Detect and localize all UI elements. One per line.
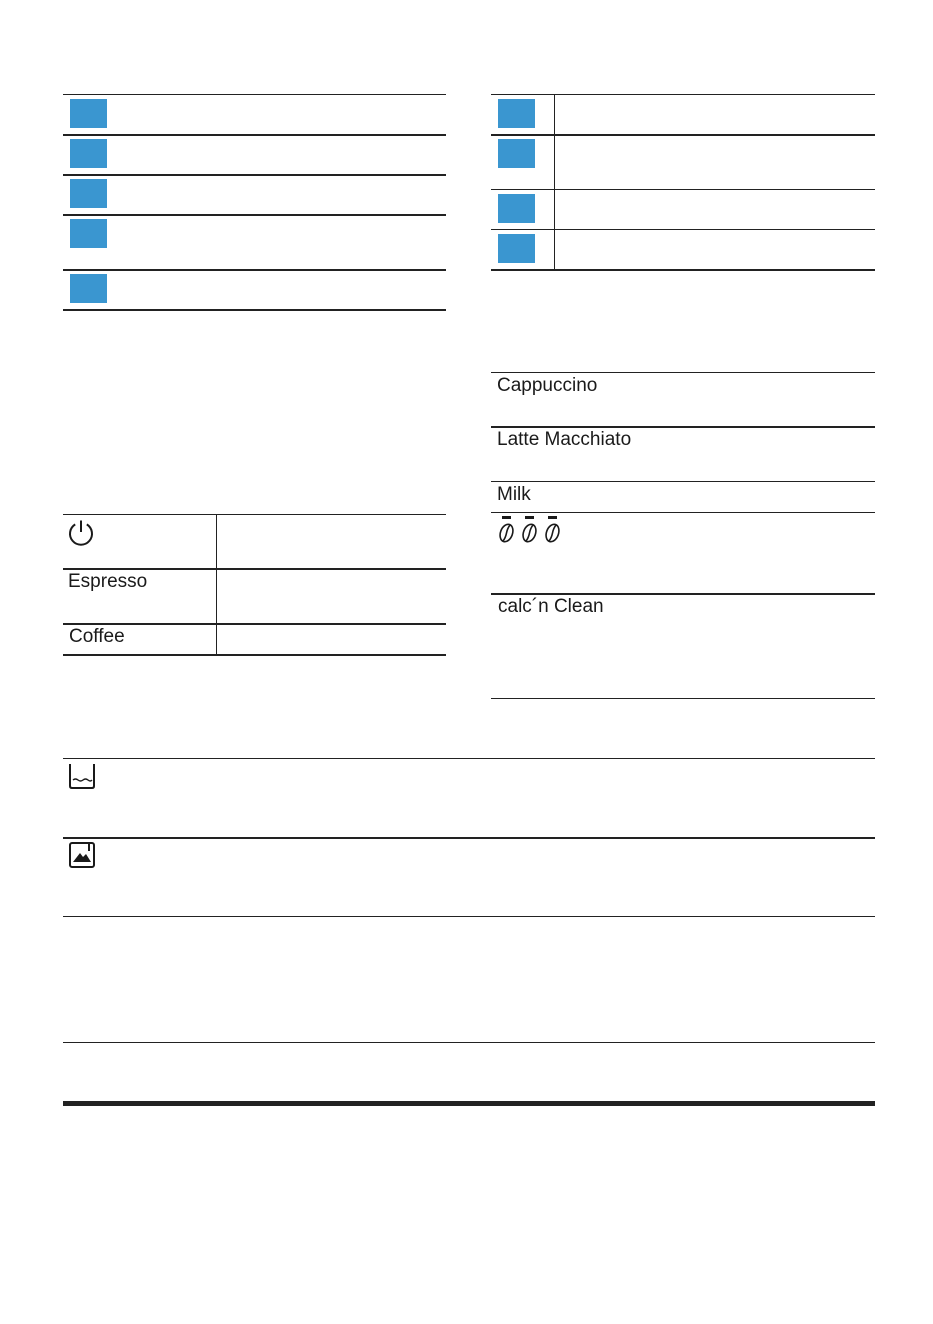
table-rule	[63, 916, 875, 917]
blue-key-square	[70, 179, 107, 208]
latte-macchiato-label: Latte Macchiato	[497, 429, 632, 450]
table-rule	[63, 269, 446, 271]
table-rule	[491, 426, 875, 428]
table-rule	[491, 372, 875, 373]
table-rule	[491, 134, 875, 136]
table-rule	[63, 623, 446, 625]
calc-n-clean-label: calc´n Clean	[498, 596, 604, 617]
table-rule	[63, 134, 446, 136]
column-divider	[554, 94, 555, 270]
coffee-label: Coffee	[69, 626, 125, 647]
blue-key-square	[70, 274, 107, 303]
table-rule	[63, 568, 446, 570]
table-rule	[63, 514, 446, 515]
column-divider	[216, 514, 217, 655]
table-rule	[63, 174, 446, 176]
table-rule	[63, 654, 446, 656]
power-icon	[67, 518, 95, 546]
table-rule	[491, 512, 875, 513]
table-rule	[63, 309, 446, 311]
table-rule	[491, 593, 875, 595]
table-rule	[63, 758, 875, 759]
table-rule	[491, 229, 875, 230]
coffee-bean-strength-icon	[497, 515, 563, 545]
table-rule	[491, 189, 875, 190]
blue-key-square	[498, 234, 535, 263]
blue-key-square	[498, 194, 535, 223]
espresso-label: Espresso	[68, 571, 148, 592]
blue-key-square	[498, 99, 535, 128]
water-tank-icon	[68, 762, 96, 790]
table-rule	[63, 214, 446, 216]
table-rule	[63, 1042, 875, 1043]
blue-key-square	[70, 99, 107, 128]
drip-tray-icon	[68, 841, 96, 869]
table-rule	[63, 837, 875, 839]
page-bottom-rule	[63, 1101, 875, 1106]
milk-label: Milk	[497, 484, 531, 505]
table-rule	[491, 94, 875, 95]
cappuccino-label: Cappuccino	[497, 375, 598, 396]
table-rule	[491, 698, 875, 699]
table-rule	[63, 94, 446, 95]
blue-key-square	[70, 139, 107, 168]
table-rule	[491, 481, 875, 482]
table-rule	[491, 269, 875, 271]
blue-key-square	[70, 219, 107, 248]
blue-key-square	[498, 139, 535, 168]
